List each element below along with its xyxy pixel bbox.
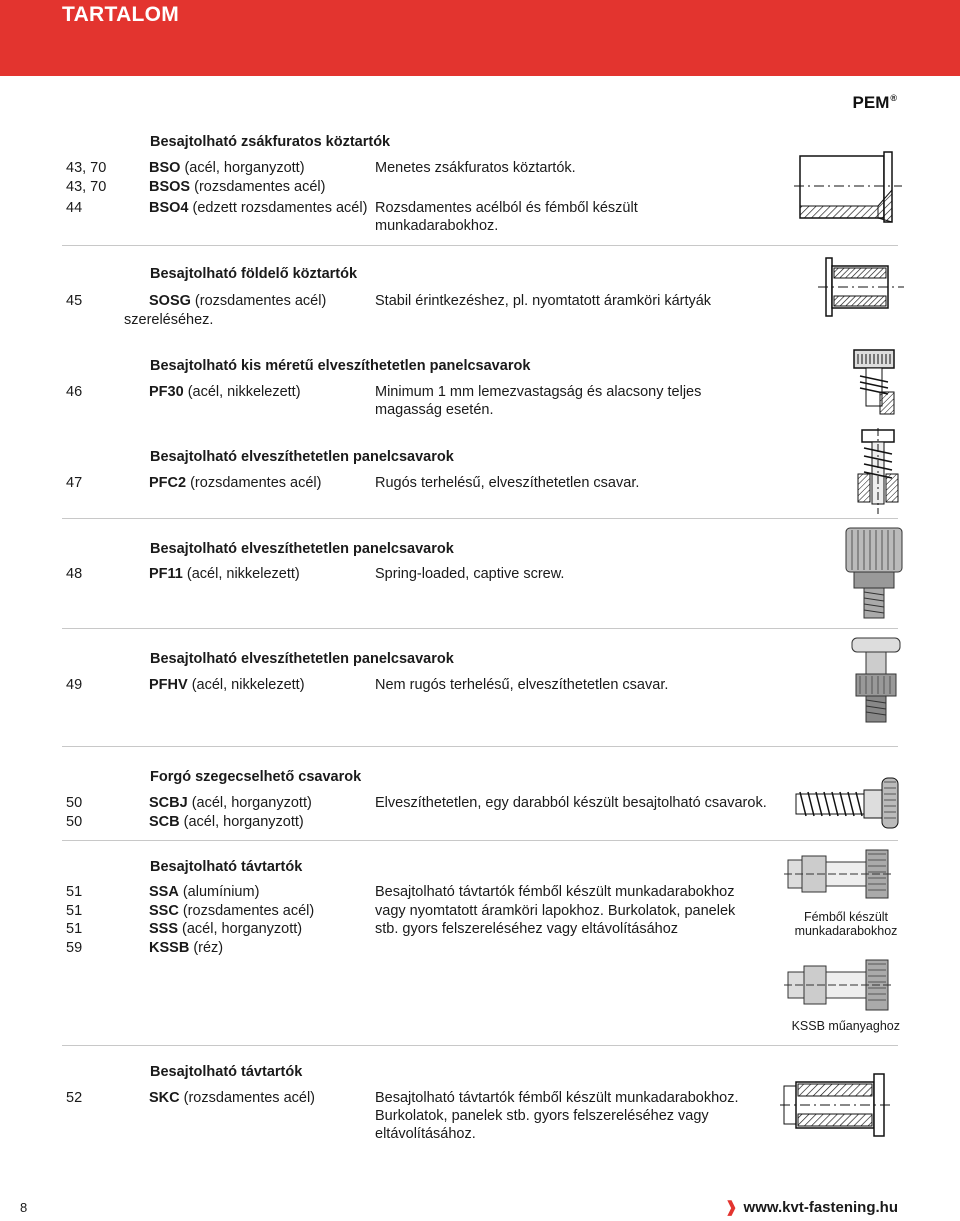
code-material: (acél, horganyzott): [179, 814, 304, 830]
part-desc: Nem rugós terhelésű, elveszíthetetlen csavar.: [375, 677, 669, 693]
website-link[interactable]: www.kvt-fastening.hu: [743, 1199, 898, 1216]
code-material: (acél, nikkelezett): [187, 677, 305, 693]
code-material: (réz): [189, 940, 224, 956]
part-desc: Spring-loaded, captive screw.: [375, 566, 565, 582]
part-code: [149, 292, 326, 310]
page-ref: 48: [66, 566, 83, 582]
code-material: (rozsdamentes acél): [190, 179, 326, 195]
part-desc: Rozsdamentes acélból és fémből készült munkadarabokhoz.: [375, 200, 638, 234]
pf30-screw-drawing: [850, 346, 900, 420]
figure-caption: Fémből készült munkadarabokhoz: [794, 910, 898, 938]
part-code: [149, 794, 312, 812]
part-desc: Besajtolható távtartók fémből készült munkadarabokhoz. Burkolatok, panelek stb. gyors felszereléséhez vagy eltávolításához.: [375, 1090, 739, 1142]
part-code: [149, 1089, 315, 1107]
kssb-standoff-drawing: [784, 958, 894, 1012]
page-ref: 46: [66, 384, 83, 400]
code-name: BSO: [149, 160, 181, 176]
page-title: TARTALOM: [62, 3, 180, 26]
part-desc: Elveszíthetetlen, egy darabból készült besajtolható csavarok.: [375, 795, 767, 811]
page-ref: 49: [66, 677, 83, 693]
section-title: Besajtolható zsákfuratos köztartók: [150, 134, 391, 150]
page-ref: 44: [66, 200, 83, 216]
part-desc: vagy nyomtatott áramköri lapokhoz. Burkolatok, panelek: [375, 903, 736, 919]
figure-caption: KSSB műanyaghoz: [791, 1019, 900, 1033]
part-code: [149, 383, 301, 401]
brand-logo: [853, 93, 897, 113]
code-name: KSSB: [149, 940, 190, 956]
part-desc: Menetes zsákfuratos köztartók.: [375, 160, 576, 176]
code-material: (rozsdamentes acél): [186, 475, 322, 491]
part-code: [149, 813, 304, 831]
code-name: SKC: [149, 1090, 180, 1106]
part-desc: Stabil érintkezéshez, pl. nyomtatott áramköri kártyák: [375, 293, 712, 309]
part-code: [149, 199, 367, 217]
code-name: PFHV: [149, 677, 188, 693]
part-code: [149, 178, 325, 196]
code-name: PF11: [149, 566, 183, 582]
code-name: PF30: [149, 384, 184, 400]
header-bar: [0, 0, 960, 76]
part-code: [149, 159, 305, 177]
sosg-standoff-drawing: [818, 254, 904, 320]
page-ref: 50: [66, 814, 83, 830]
code-name: SCB: [149, 814, 180, 830]
chevron-right-icon: ❱: [724, 1199, 738, 1216]
page-ref: 52: [66, 1090, 83, 1106]
part-desc: Minimum 1 mm lemezvastagság és alacsony teljes magasság esetén.: [375, 384, 702, 418]
code-material: (acél, nikkelezett): [183, 384, 301, 400]
code-name: SSS: [149, 921, 179, 937]
page-ref: 43, 70: [66, 179, 107, 195]
part-desc-cont: szereléséhez.: [124, 312, 214, 328]
page-number: 8: [20, 1200, 28, 1215]
skc-standoff-drawing: [780, 1072, 892, 1138]
code-material: (rozsdamentes acél): [190, 293, 327, 309]
code-name: SOSG: [149, 293, 191, 309]
section-title: Besajtolható elveszíthetetlen panelcsavarok: [150, 449, 454, 465]
part-code: [149, 920, 302, 938]
code-material: (acél, horganyzott): [187, 795, 312, 811]
page-ref: 51: [66, 921, 83, 937]
pfhv-screw-drawing: [846, 634, 906, 726]
section-title: Besajtolható kis méretű elveszíthetetlen panelcsavarok: [150, 358, 531, 374]
code-name: BSOS: [149, 179, 191, 195]
code-name: SSA: [149, 884, 179, 900]
divider: [62, 840, 898, 841]
page-ref: 51: [66, 884, 83, 900]
registered-mark: ®: [890, 93, 897, 104]
divider: [62, 1045, 898, 1046]
part-desc: stb. gyors felszereléséhez vagy eltávolításához: [375, 921, 679, 937]
code-material: (acél, horganyzott): [178, 921, 303, 937]
footer-website[interactable]: [725, 1198, 898, 1216]
part-code: [149, 939, 223, 957]
brand-name: PEM: [852, 93, 890, 112]
section-title: Forgó szegecselhető csavarok: [150, 769, 362, 785]
pfc2-screw-drawing: [852, 428, 904, 514]
section-title: Besajtolható elveszíthetetlen panelcsavarok: [150, 541, 454, 557]
part-desc: Besajtolható távtartók fémből készült munkadarabokhoz: [375, 884, 735, 900]
page-ref: 50: [66, 795, 83, 811]
code-material: (edzett rozsdamentes acél): [188, 200, 368, 216]
code-material: (acél, nikkelezett): [182, 566, 300, 582]
ssa-standoff-drawing: [784, 848, 894, 900]
page-ref: 43, 70: [66, 160, 107, 176]
divider: [62, 245, 898, 246]
section-title: Besajtolható távtartók: [150, 1064, 303, 1080]
page-ref: 59: [66, 940, 83, 956]
page-ref: 45: [66, 293, 83, 309]
part-code: [149, 883, 259, 901]
code-name: SCBJ: [149, 795, 188, 811]
pf11-screw-drawing: [836, 524, 912, 622]
code-material: (rozsdamentes acél): [179, 1090, 316, 1106]
section-title: Besajtolható földelő köztartók: [150, 266, 358, 282]
section-title: Besajtolható elveszíthetetlen panelcsavarok: [150, 651, 454, 667]
part-desc: Rugós terhelésű, elveszíthetetlen csavar.: [375, 475, 640, 491]
page-ref: 51: [66, 903, 83, 919]
divider: [62, 746, 898, 747]
bso-standoff-drawing: [794, 150, 902, 226]
code-material: (acél, horganyzott): [180, 160, 305, 176]
code-name: SSC: [149, 903, 179, 919]
part-code: [149, 676, 305, 694]
divider: [62, 628, 898, 629]
page-ref: 47: [66, 475, 83, 491]
part-code: [149, 565, 300, 583]
code-material: (rozsdamentes acél): [178, 903, 315, 919]
divider: [62, 518, 898, 519]
section-title: Besajtolható távtartók: [150, 859, 303, 875]
code-material: (alumínium): [178, 884, 260, 900]
part-code: [149, 474, 321, 492]
code-name: PFC2: [149, 475, 187, 491]
scbj-screw-drawing: [792, 774, 904, 832]
part-code: [149, 902, 314, 920]
code-name: BSO4: [149, 200, 189, 216]
